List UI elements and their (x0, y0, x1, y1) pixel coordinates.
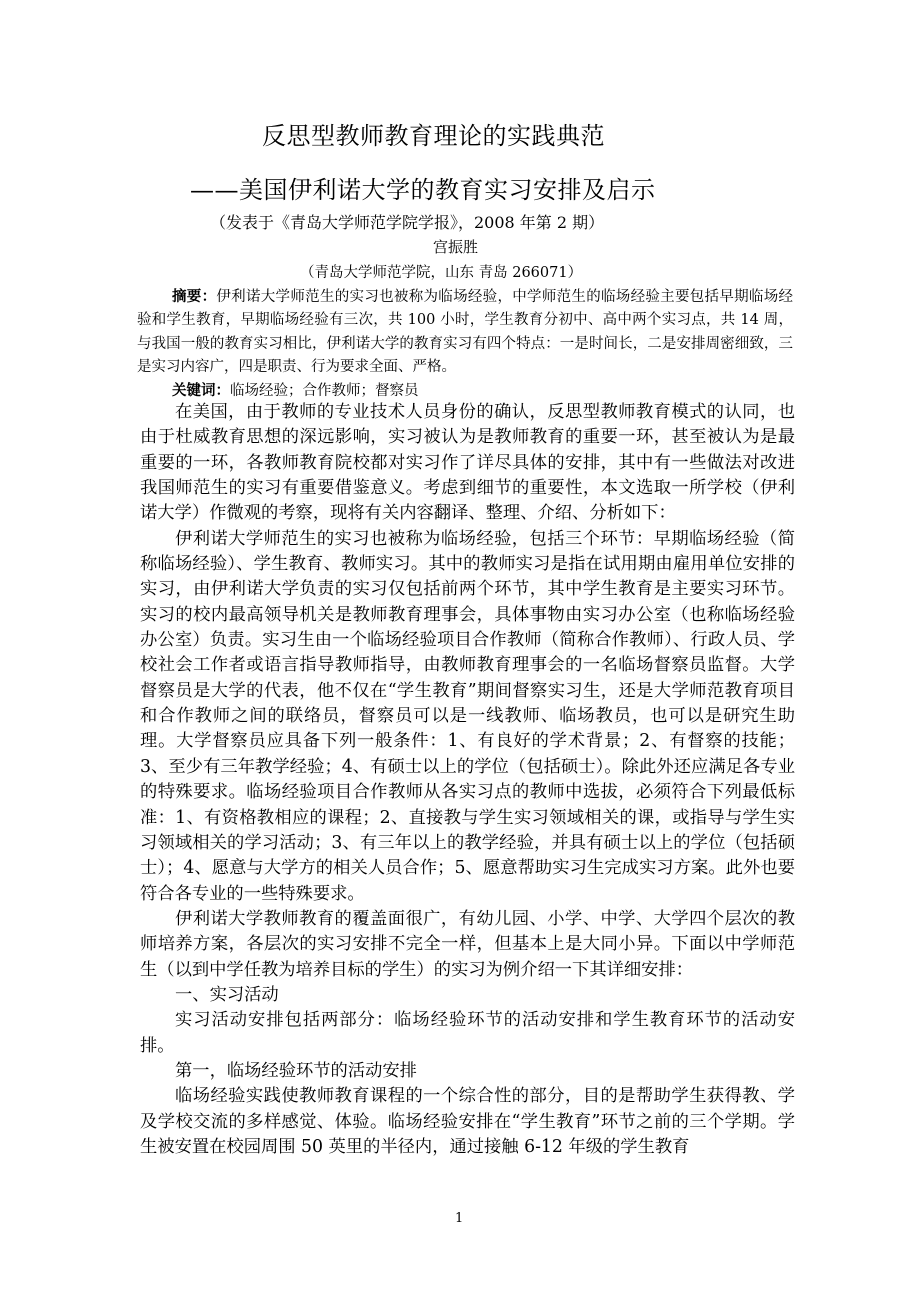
subsection-heading: 第一，临场经验环节的活动安排 (175, 1060, 417, 1081)
body-text (140, 400, 795, 1160)
keywords-label: 关键词： (172, 382, 230, 399)
author-affiliation: （青岛大学师范学院，山东 青岛 266071） (300, 265, 583, 281)
section-heading: 一、实习活动 (175, 984, 279, 1005)
paragraph: 实习活动安排包括两部分：临场经验环节的活动安排和学生教育环节的活动安排。 (140, 1010, 795, 1056)
publication-info: （发表于《青岛大学师范学院学报》，2008 年第 2 期） (210, 213, 605, 232)
paper-subtitle: ——美国伊利诺大学的教育实习安排及启示 (190, 176, 656, 204)
paragraph: 在美国，由于教师的专业技术人员身份的确认，反思型教师教育模式的认同，也由于杜威教育思想的深远影响，实习被认为是教师教育的重要一环，甚至被认为是最重要的一环，各教师教育院校都对实习作了详尽具体的安排，其中有一些做法对改进我国师范生的实习有重要借鉴意义。考虑到细节的重要性，本文选取一所学校（伊利诺大学）作微观的考察，现将有关内容翻译、整理、介绍、分析如下： (140, 402, 795, 524)
abstract-text: 伊利诺大学师范生的实习也被称为临场经验，中学师范生的临场经验主要包括早期临场经验和学生教育，早期临场经验有三次，共 100 小时，学生教育分初中、高中两个实习点，共 14 周，与我国一般的教育实习相比，伊利诺大学的教育实习有四个特点：一是时间长，二是安排周密细致，三是实习内容广，四是职责、行为要求全面、严格。 (137, 289, 794, 375)
author-name: 宫振胜 (433, 238, 479, 256)
paper-title: 反思型教师教育理论的实践典范 (262, 122, 605, 150)
paragraph: 伊利诺大学师范生的实习也被称为临场经验，包括三个环节：早期临场经验（简称临场经验）、学生教育、教师实习。其中的教师实习是指在试用期由雇用单位安排的实习，由伊利诺大学负责的实习仅包括前两个环节，其中学生教育是主要实习环节。实习的校内最高领导机关是教师教育理事会，具体事物由实习办公室（也称临场经验办公室）负责。实习生由一个临场经验项目合作教师（简称合作教师）、行政人员、学校社会工作者或语言指导教师指导，由教师教育理事会的一名临场督察员监督。大学督察员是大学的代表，他不仅在“学生教育”期间督察实习生，还是大学师范教育项目和合作教师之间的联络员，督察员可以是一线教师、临场教员，也可以是研究生助理。大学督察员应具备下列一般条件：1、有良好的学术背景；2、有督察的技能；3、至少有三年教学经验；4、有硕士以上的学位（包括硕士）。除此外还应满足各专业的特殊要求。临场经验项目合作教师从各实习点的教师中选拔，必须符合下列最低标准：1、有资格教相应的课程；2、直接教与学生实习领域相关的课，或指导与学生实习领域相关的学习活动；3、有三年以上的教学经验，并具有硕士以上的学位（包括硕士）；4、愿意与大学方的相关人员合作；5、愿意帮助实习生完成实习方案。此外也要符合各专业的一些特殊要求。 (140, 528, 795, 904)
keywords-text: 临场经验；合作教师；督察员 (230, 383, 419, 399)
paragraph: 伊利诺大学教师教育的覆盖面很广，有幼儿园、小学、中学、大学四个层次的教师培养方案，各层次的实习安排不完全一样，但基本上是大同小异。下面以中学师范生（以到中学任教为培养目标的学生）的实习为例介绍一下其详细安排： (140, 908, 795, 980)
paragraph: 临场经验实践使教师教育课程的一个综合性的部分，目的是帮助学生获得教、学及学校交流的多样感觉、体验。临场经验安排在“学生教育”环节之前的三个学期。学生被安置在校园周围 50 英里的半径内，通过接触 6-12 年级的学生教育 (140, 1086, 795, 1157)
abstract-label: 摘要： (172, 288, 217, 305)
abstract (137, 285, 793, 379)
page-number: 1 (455, 1211, 464, 1226)
